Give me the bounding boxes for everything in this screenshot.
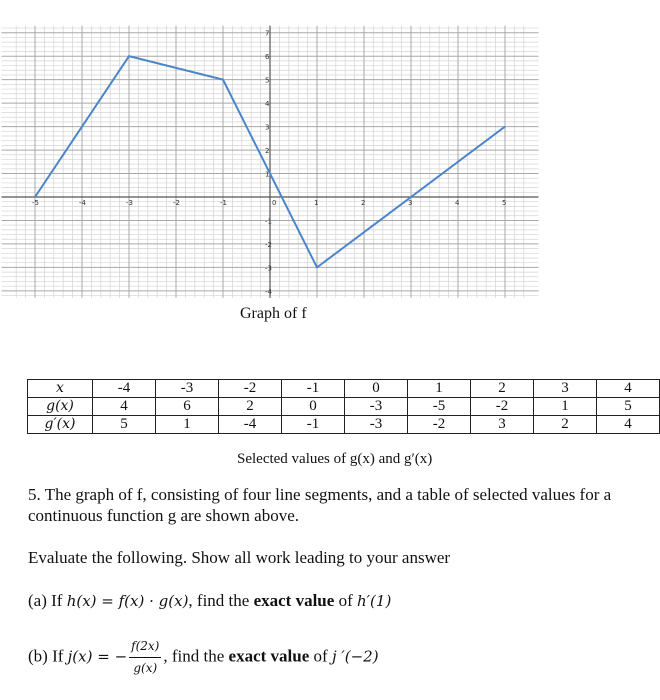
table-row-label: g(x)	[28, 398, 93, 416]
x-tick-label: 3	[408, 199, 413, 207]
table-row	[28, 398, 660, 416]
part-b-suffix: of	[309, 646, 332, 666]
table-cell: -2	[471, 398, 534, 416]
y-tick-label: 6	[265, 53, 270, 62]
x-tick-label: -5	[32, 199, 39, 207]
instructions: Evaluate the following. Show all work leading to your answer	[28, 548, 451, 567]
part-b-target: j ′(−2)	[331, 647, 379, 666]
table-cell: 1	[156, 416, 219, 434]
f-vertex-point	[35, 197, 36, 198]
table-x-label: x	[28, 380, 93, 398]
part-b-comma: ,	[163, 646, 168, 666]
part-a-suffix: of	[334, 591, 357, 610]
y-tick-label: 3	[265, 123, 270, 132]
table-header-cell: -1	[282, 380, 345, 398]
table-cell: 5	[93, 416, 156, 434]
table-header-cell: -3	[156, 380, 219, 398]
table-cell: -3	[345, 416, 408, 434]
part-a-expression: h(x) = f(x) · g(x)	[66, 592, 189, 610]
table-header-row	[28, 380, 660, 398]
part-a	[28, 590, 391, 612]
table-cell: 2	[219, 398, 282, 416]
x-tick-label: -1	[220, 199, 227, 207]
x-tick-label: -3	[126, 199, 133, 207]
table-row	[28, 416, 660, 434]
part-b-mid: find the	[167, 646, 229, 666]
f-vertex-point	[505, 126, 506, 127]
part-a-prefix: (a) If	[28, 591, 67, 610]
table-cell: 4	[93, 398, 156, 416]
y-tick-label: -3	[265, 264, 272, 273]
problem-statement: 5. The graph of f, consisting of four line segments, and a table of selected values for a continuous function g are shown above.	[28, 485, 612, 525]
table-header-cell: 0	[345, 380, 408, 398]
y-tick-label: 2	[265, 147, 270, 156]
x-tick-label: 4	[455, 199, 460, 207]
x-tick-label: 1	[314, 199, 319, 207]
part-b-numerator: f(2x)	[129, 636, 161, 658]
x-tick-label: 0	[272, 199, 277, 207]
y-tick-label: 4	[265, 100, 270, 109]
f-vertex-point	[223, 79, 224, 80]
y-tick-label: -2	[265, 240, 272, 249]
y-tick-label: -4	[265, 287, 272, 296]
table-row-label: g′(x)	[28, 416, 93, 434]
table-header-cell: -2	[219, 380, 282, 398]
y-tick-label: 7	[265, 29, 270, 38]
table-cell: 2	[534, 416, 597, 434]
table-cell: -4	[219, 416, 282, 434]
table-cell: 1	[534, 398, 597, 416]
tick-labels	[32, 30, 506, 296]
part-b	[28, 636, 379, 679]
graph-of-f	[0, 0, 660, 330]
y-tick-label: -1	[265, 217, 272, 226]
table-cell: 6	[156, 398, 219, 416]
part-b-bold: exact value	[228, 646, 310, 666]
part-b-prefix: (b) If	[28, 646, 68, 666]
part-a-mid: , find the	[188, 591, 254, 610]
table-cell: -2	[408, 416, 471, 434]
x-tick-label: -2	[173, 199, 180, 207]
table-header-cell: 3	[534, 380, 597, 398]
table-cell: 0	[282, 398, 345, 416]
table-cell: -1	[282, 416, 345, 434]
table-caption: Selected values of g(x) and g′(x)	[237, 451, 433, 467]
values-table	[27, 379, 660, 434]
table-header-cell: 4	[597, 380, 660, 398]
part-a-target: h′(1)	[356, 592, 392, 610]
table-header-cell: 1	[408, 380, 471, 398]
part-b-lhs: j(x) = −	[67, 647, 128, 666]
table-header-cell: 2	[471, 380, 534, 398]
y-tick-label: 5	[265, 76, 270, 85]
x-tick-label: -4	[79, 199, 86, 207]
y-tick-label: 1	[265, 170, 270, 179]
f-vertex-point	[317, 267, 318, 268]
x-tick-label: 2	[361, 199, 366, 207]
table-header-cell: -4	[93, 380, 156, 398]
table-cell: 3	[471, 416, 534, 434]
table-cell: 4	[597, 416, 660, 434]
part-a-bold: exact value	[253, 591, 335, 610]
table-cell: 5	[597, 398, 660, 416]
graph-caption: Graph of f	[240, 305, 307, 322]
table-cell: -5	[408, 398, 471, 416]
table-cell: -3	[345, 398, 408, 416]
x-tick-label: 5	[502, 199, 507, 207]
part-b-denominator: g(x)	[133, 661, 158, 675]
part-b-fraction	[129, 636, 161, 679]
f-vertex-point	[129, 56, 130, 57]
